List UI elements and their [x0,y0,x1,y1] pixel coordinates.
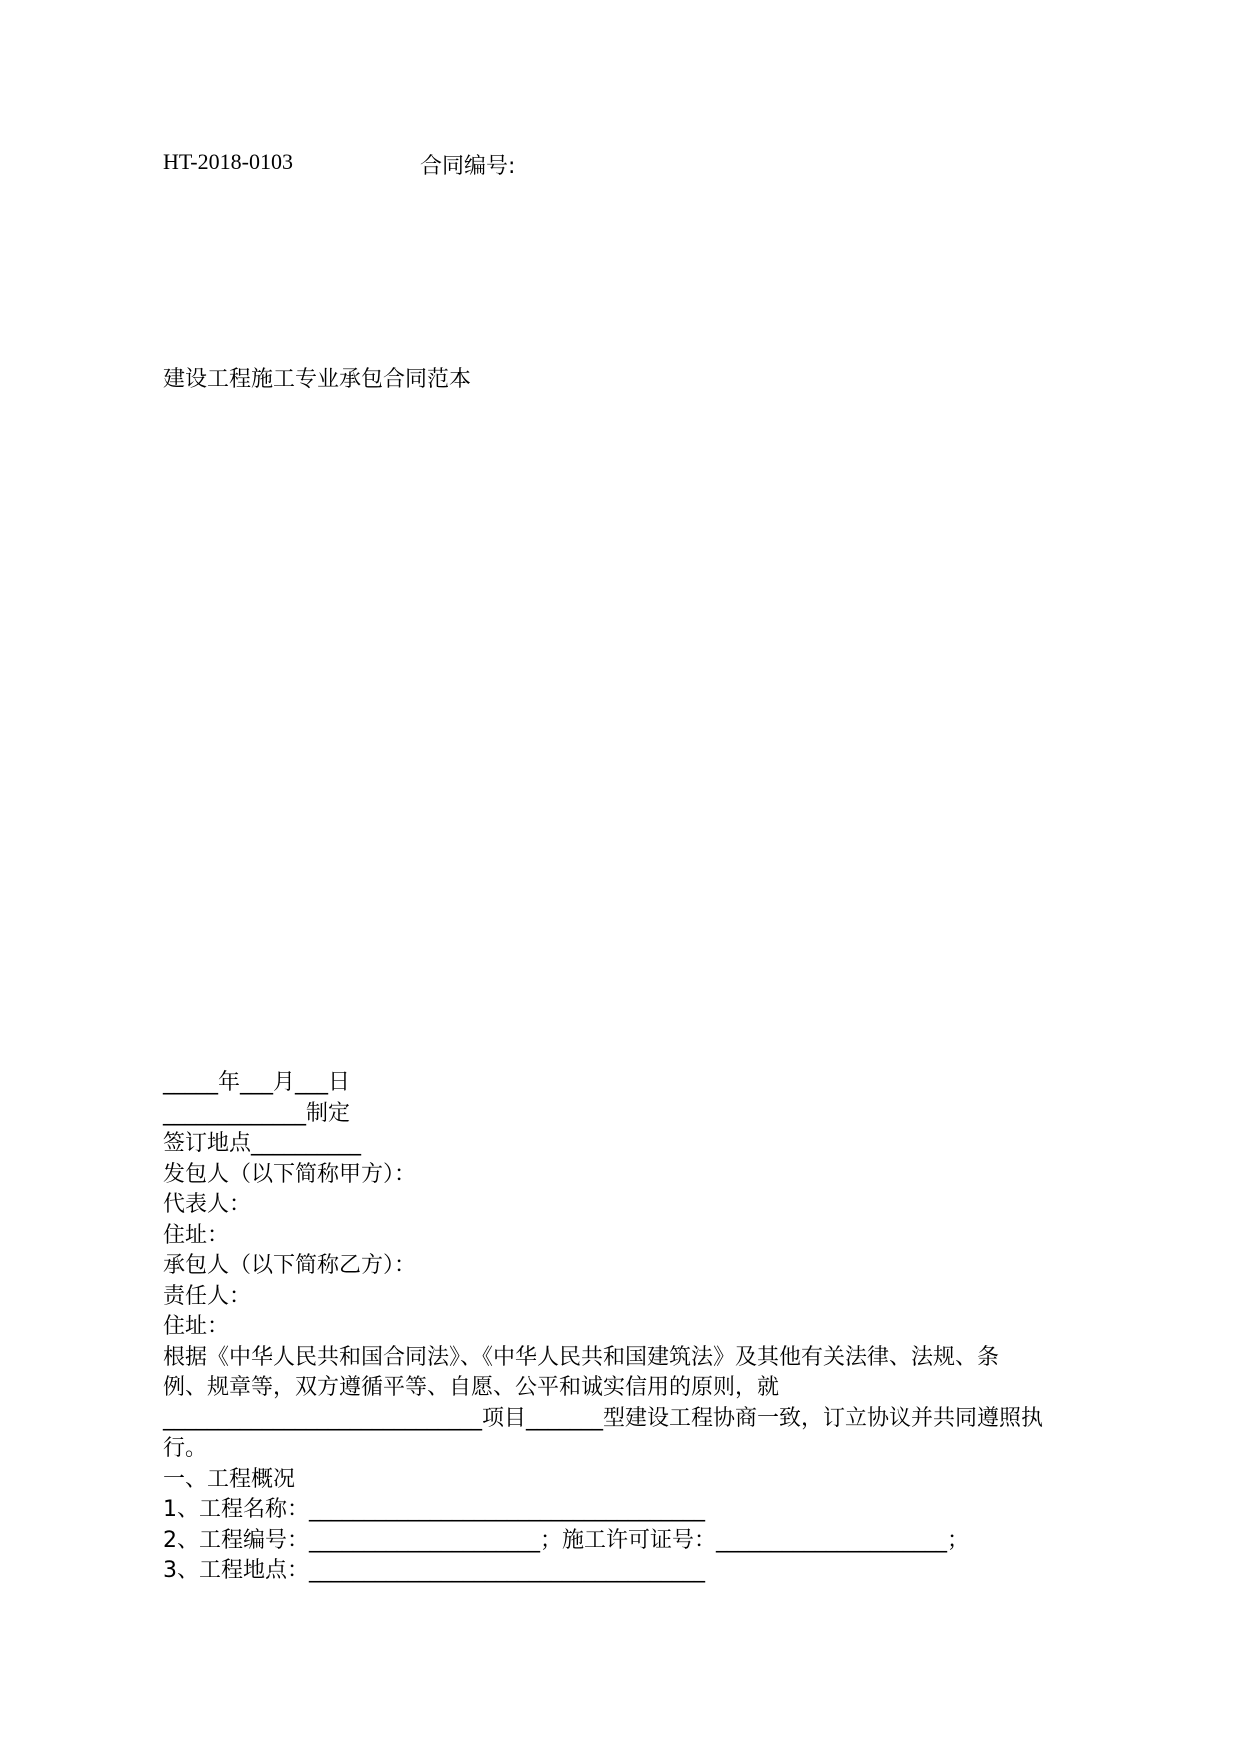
contract-number-label: 合同编号: [420,154,516,179]
address-a-line: 住址： [163,1222,230,1248]
item-line: 2、工程编号：_____________________；施工许可证号：_____________________； [163,1527,969,1553]
item-line: 3、工程地点：____________________________________ [163,1558,705,1583]
preamble-line: 根据《中华人民共和国合同法》、《中华人民共和国建筑法》及其他有关法律、法规、条 [163,1344,1000,1370]
preamble-line: 例、规章等，双方遵循平等、自愿、公平和诚实信用的原则，就 [163,1375,780,1400]
document-title: 建设工程施工专业承包合同范本 [163,367,472,392]
party-b-line: 承包人（以下简称乙方）： [163,1253,417,1278]
made-by-line: _____________制定 [163,1100,351,1126]
preamble-line: 行。 [163,1436,208,1461]
party-a-line: 发包人（以下简称甲方）： [163,1161,417,1187]
address-b-line: 住址： [163,1314,230,1339]
contract-code: HT-2018-0103 [163,149,293,174]
item-line: 1、工程名称：____________________________________ [163,1497,705,1522]
preamble-line: _____________________________项目_______型建设工程协商一致，订立协议并共同遵照执 [163,1405,1044,1431]
sign-place-line: 签订地点__________ [163,1131,362,1156]
section-heading: 一、工程概况 [163,1466,296,1492]
date-line: _____年___月___日 [163,1070,351,1095]
contract-body [163,1068,1103,1587]
responsible-line: 责任人： [163,1283,252,1309]
representative-line: 代表人： [163,1192,252,1217]
